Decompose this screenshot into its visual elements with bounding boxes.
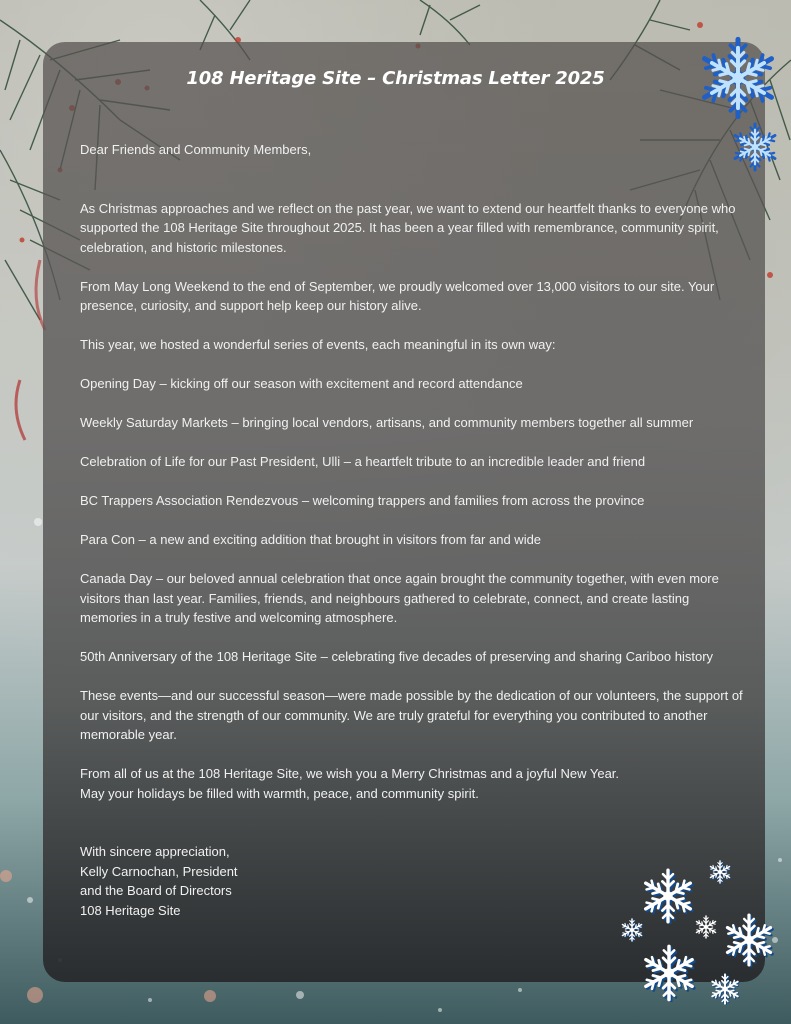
snowflake-icon xyxy=(709,973,741,1005)
visitors-paragraph: From May Long Weekend to the end of September, we proudly welcomed over 13,000 visitors to our site. Your presence, curiosity, and support help keep our history alive. xyxy=(80,278,715,313)
wishes-line-2: May your holidays be filled with warmth, peace, and community spirit. xyxy=(80,785,479,801)
salutation: Dear Friends and Community Members, xyxy=(80,142,312,157)
snowflake-icon xyxy=(620,918,644,942)
snowflake-icon xyxy=(730,122,780,172)
letter-title: 108 Heritage Site – Christmas Letter 2025 xyxy=(186,68,605,89)
snowflake-icon xyxy=(722,913,776,967)
snowflake-icon xyxy=(694,915,718,939)
snowflake-icon xyxy=(640,944,698,1002)
letter-body xyxy=(80,140,745,920)
wishes-paragraph xyxy=(80,764,745,803)
intro-paragraph: As Christmas approaches and we reflect on the past year, we want to extend our heartfelt thanks to everyone who supported the 108 Heritage Site throughout 2025. It has been a year filled with remembrance, community spirit, celebration, and historic milestones. xyxy=(80,200,736,255)
gratitude-paragraph: These events—and our successful season—were made possible by the dedication of our volunteers, the support of our visitors, and the strength of our community. We are truly grateful for everything you contributed to another memorable year. xyxy=(80,688,743,742)
event-item: 50th Anniversary of the 108 Heritage Site – celebrating five decades of preserving and sharing Cariboo history xyxy=(80,649,714,664)
event-item: Weekly Saturday Markets – bringing local vendors, artisans, and community members together all summer xyxy=(80,415,694,430)
wishes-line-1: From all of us at the 108 Heritage Site, we wish you a Merry Christmas and a joyful New Year. xyxy=(80,766,620,781)
signature-line-3: and the Board of Directors xyxy=(80,883,232,898)
event-item: Celebration of Life for our Past President, Ulli – a heartfelt tribute to an incredible leader and friend xyxy=(80,454,646,469)
signature-line-4: 108 Heritage Site xyxy=(80,902,181,918)
events-intro: This year, we hosted a wonderful series of events, each meaningful in its own way: xyxy=(80,337,556,352)
snowflake-icon xyxy=(696,36,780,120)
event-item: BC Trappers Association Rendezvous – welcoming trappers and families from across the province xyxy=(80,493,645,508)
snowflake-icon xyxy=(708,860,732,884)
event-item: Canada Day – our beloved annual celebration that once again brought the community together, with even more visitors than last year. Families, friends, and neighbours gathered to celebrate, connect, and create lasting memories in a truly festive and welcoming atmosphere. xyxy=(80,571,719,625)
signature-line-1: With sincere appreciation, xyxy=(80,844,230,859)
event-item: Opening Day – kicking off our season with excitement and record attendance xyxy=(80,376,523,391)
snowflake-icon xyxy=(640,868,696,924)
signature-line-2: Kelly Carnochan, President xyxy=(80,863,238,879)
event-item: Para Con – a new and exciting addition that brought in visitors from far and wide xyxy=(80,532,542,547)
